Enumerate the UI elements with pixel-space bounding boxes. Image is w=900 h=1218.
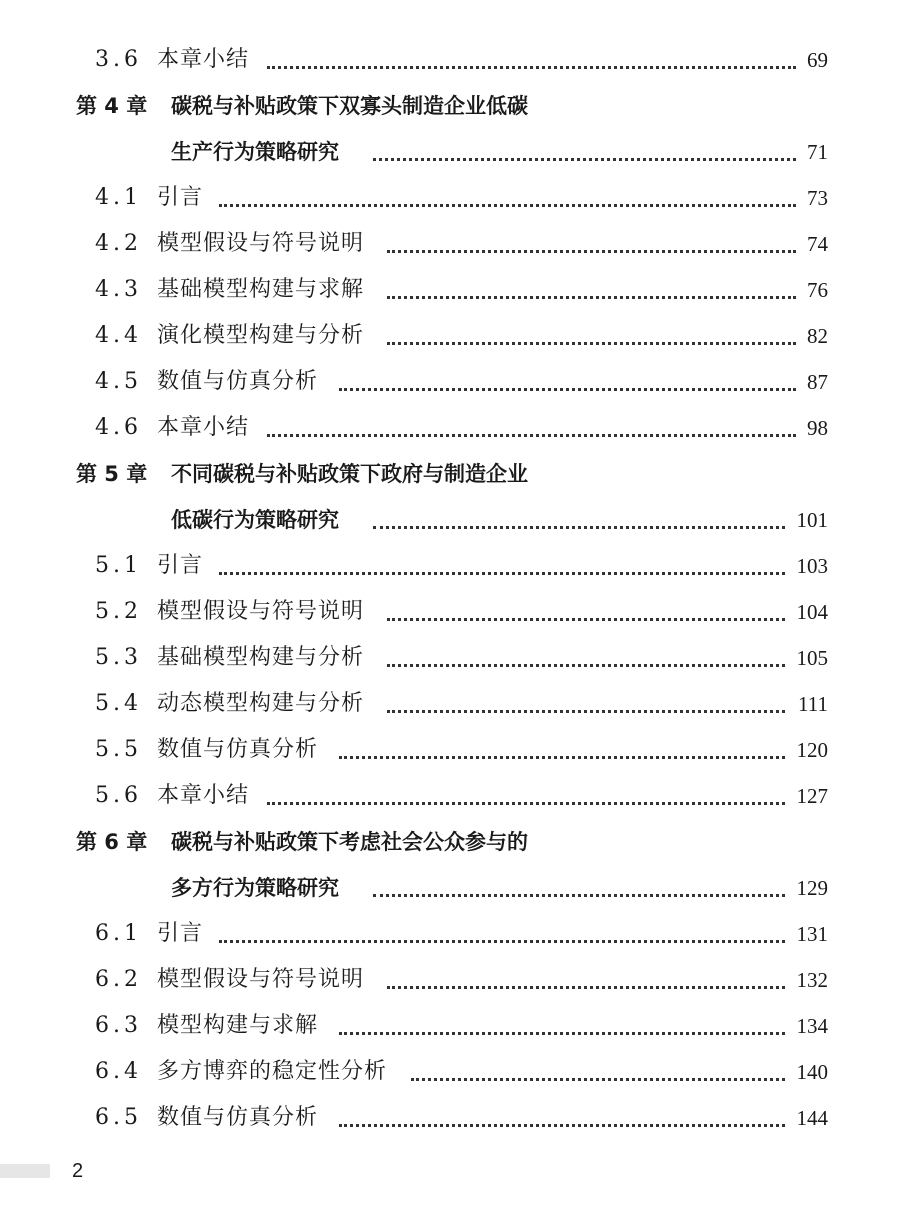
toc-chapter-line xyxy=(0,88,900,124)
chapter-title: 不同碳税与补贴政策下政府与制造企业 xyxy=(171,462,528,486)
dot-leader xyxy=(267,802,785,805)
section-number: 4.5 xyxy=(95,369,142,394)
dot-leader xyxy=(339,1124,785,1127)
section-number: 6.3 xyxy=(95,1013,142,1038)
section-title: 模型构建与求解 xyxy=(157,1013,319,1038)
page-number: 73 xyxy=(807,186,828,210)
page-number: 131 xyxy=(796,922,828,946)
section-title: 模型假设与符号说明 xyxy=(157,599,365,624)
page-number: 71 xyxy=(807,140,828,164)
dot-leader xyxy=(373,894,785,897)
chapter-title: 碳税与补贴政策下双寡头制造企业低碳 xyxy=(171,94,528,118)
dot-leader xyxy=(387,250,796,253)
page-number: 74 xyxy=(807,232,828,256)
page-number: 134 xyxy=(796,1014,828,1038)
toc-section-line xyxy=(0,318,900,354)
page-number: 140 xyxy=(796,1060,828,1084)
toc-section-line xyxy=(0,686,900,722)
chapter-title-continued: 生产行为策略研究 xyxy=(171,140,339,164)
section-number: 6.2 xyxy=(95,967,142,992)
toc-section-line xyxy=(0,916,900,952)
section-number: 4.3 xyxy=(95,277,142,302)
dot-leader xyxy=(219,204,796,207)
chapter-title-continued: 低碳行为策略研究 xyxy=(171,508,339,532)
dot-leader xyxy=(387,710,785,713)
footer-page-number: 2 xyxy=(72,1160,84,1182)
section-number: 6.5 xyxy=(95,1105,142,1130)
page-number: 76 xyxy=(807,278,828,302)
page-number: 101 xyxy=(796,508,828,532)
footer-bar xyxy=(0,1164,50,1178)
toc-section-line xyxy=(0,272,900,308)
page-number: 111 xyxy=(798,692,828,716)
section-title: 本章小结 xyxy=(157,47,250,72)
section-title: 引言 xyxy=(157,185,204,210)
dot-leader xyxy=(387,986,785,989)
dot-leader xyxy=(373,526,785,529)
toc-section-line xyxy=(0,42,900,78)
section-title: 本章小结 xyxy=(157,415,250,440)
section-title: 基础模型构建与求解 xyxy=(157,277,365,302)
dot-leader xyxy=(219,572,785,575)
dot-leader xyxy=(339,388,796,391)
dot-leader xyxy=(373,158,796,161)
toc-section-line xyxy=(0,1054,900,1090)
page-number: 120 xyxy=(796,738,828,762)
section-title: 数值与仿真分析 xyxy=(157,1105,319,1130)
dot-leader xyxy=(387,664,785,667)
toc-section-line xyxy=(0,226,900,262)
toc-section-line xyxy=(0,640,900,676)
section-number: 4.2 xyxy=(95,231,142,256)
section-number: 5.5 xyxy=(95,737,142,762)
toc-section-line xyxy=(0,778,900,814)
toc-chapter-cont-line xyxy=(0,870,900,906)
dot-leader xyxy=(387,296,796,299)
section-title: 数值与仿真分析 xyxy=(157,369,319,394)
dot-leader xyxy=(339,756,785,759)
toc-section-line xyxy=(0,962,900,998)
page-number: 87 xyxy=(807,370,828,394)
toc-section-line xyxy=(0,548,900,584)
chapter-label: 第 4 章 xyxy=(76,94,148,118)
toc-chapter-cont-line xyxy=(0,502,900,538)
section-number: 5.2 xyxy=(95,599,142,624)
section-number: 6.1 xyxy=(95,921,142,946)
section-number: 3.6 xyxy=(95,47,142,72)
toc-section-line xyxy=(0,732,900,768)
section-title: 模型假设与符号说明 xyxy=(157,967,365,992)
page-number: 69 xyxy=(807,48,828,72)
toc-chapter-line xyxy=(0,456,900,492)
page-number: 132 xyxy=(796,968,828,992)
page-number: 144 xyxy=(796,1106,828,1130)
toc-section-line xyxy=(0,180,900,216)
section-number: 4.6 xyxy=(95,415,142,440)
section-title: 基础模型构建与分析 xyxy=(157,645,365,670)
section-title: 模型假设与符号说明 xyxy=(157,231,365,256)
toc-section-line xyxy=(0,1100,900,1136)
dot-leader xyxy=(267,66,796,69)
toc-chapter-line xyxy=(0,824,900,860)
page-number: 127 xyxy=(796,784,828,808)
section-number: 4.4 xyxy=(95,323,142,348)
section-title: 多方博弈的稳定性分析 xyxy=(157,1059,388,1084)
page-number: 98 xyxy=(807,416,828,440)
page-number: 82 xyxy=(807,324,828,348)
section-number: 5.6 xyxy=(95,783,142,808)
section-number: 5.1 xyxy=(95,553,142,578)
dot-leader xyxy=(411,1078,785,1081)
toc-section-line xyxy=(0,594,900,630)
dot-leader xyxy=(219,940,785,943)
chapter-title-continued: 多方行为策略研究 xyxy=(171,876,339,900)
dot-leader xyxy=(267,434,796,437)
dot-leader xyxy=(339,1032,785,1035)
section-number: 4.1 xyxy=(95,185,142,210)
toc-section-line xyxy=(0,364,900,400)
chapter-label: 第 6 章 xyxy=(76,830,148,854)
section-title: 引言 xyxy=(157,553,204,578)
toc-chapter-cont-line xyxy=(0,134,900,170)
page-number: 104 xyxy=(796,600,828,624)
section-title: 演化模型构建与分析 xyxy=(157,323,365,348)
toc-section-line xyxy=(0,410,900,446)
section-number: 6.4 xyxy=(95,1059,142,1084)
section-title: 本章小结 xyxy=(157,783,250,808)
section-number: 5.3 xyxy=(95,645,142,670)
section-number: 5.4 xyxy=(95,691,142,716)
chapter-label: 第 5 章 xyxy=(76,462,148,486)
page-number: 105 xyxy=(796,646,828,670)
dot-leader xyxy=(387,342,796,345)
chapter-title: 碳税与补贴政策下考虑社会公众参与的 xyxy=(171,830,528,854)
section-title: 引言 xyxy=(157,921,204,946)
page-number: 129 xyxy=(796,876,828,900)
dot-leader xyxy=(387,618,785,621)
section-title: 动态模型构建与分析 xyxy=(157,691,365,716)
toc-section-line xyxy=(0,1008,900,1044)
page-number: 103 xyxy=(796,554,828,578)
section-title: 数值与仿真分析 xyxy=(157,737,319,762)
